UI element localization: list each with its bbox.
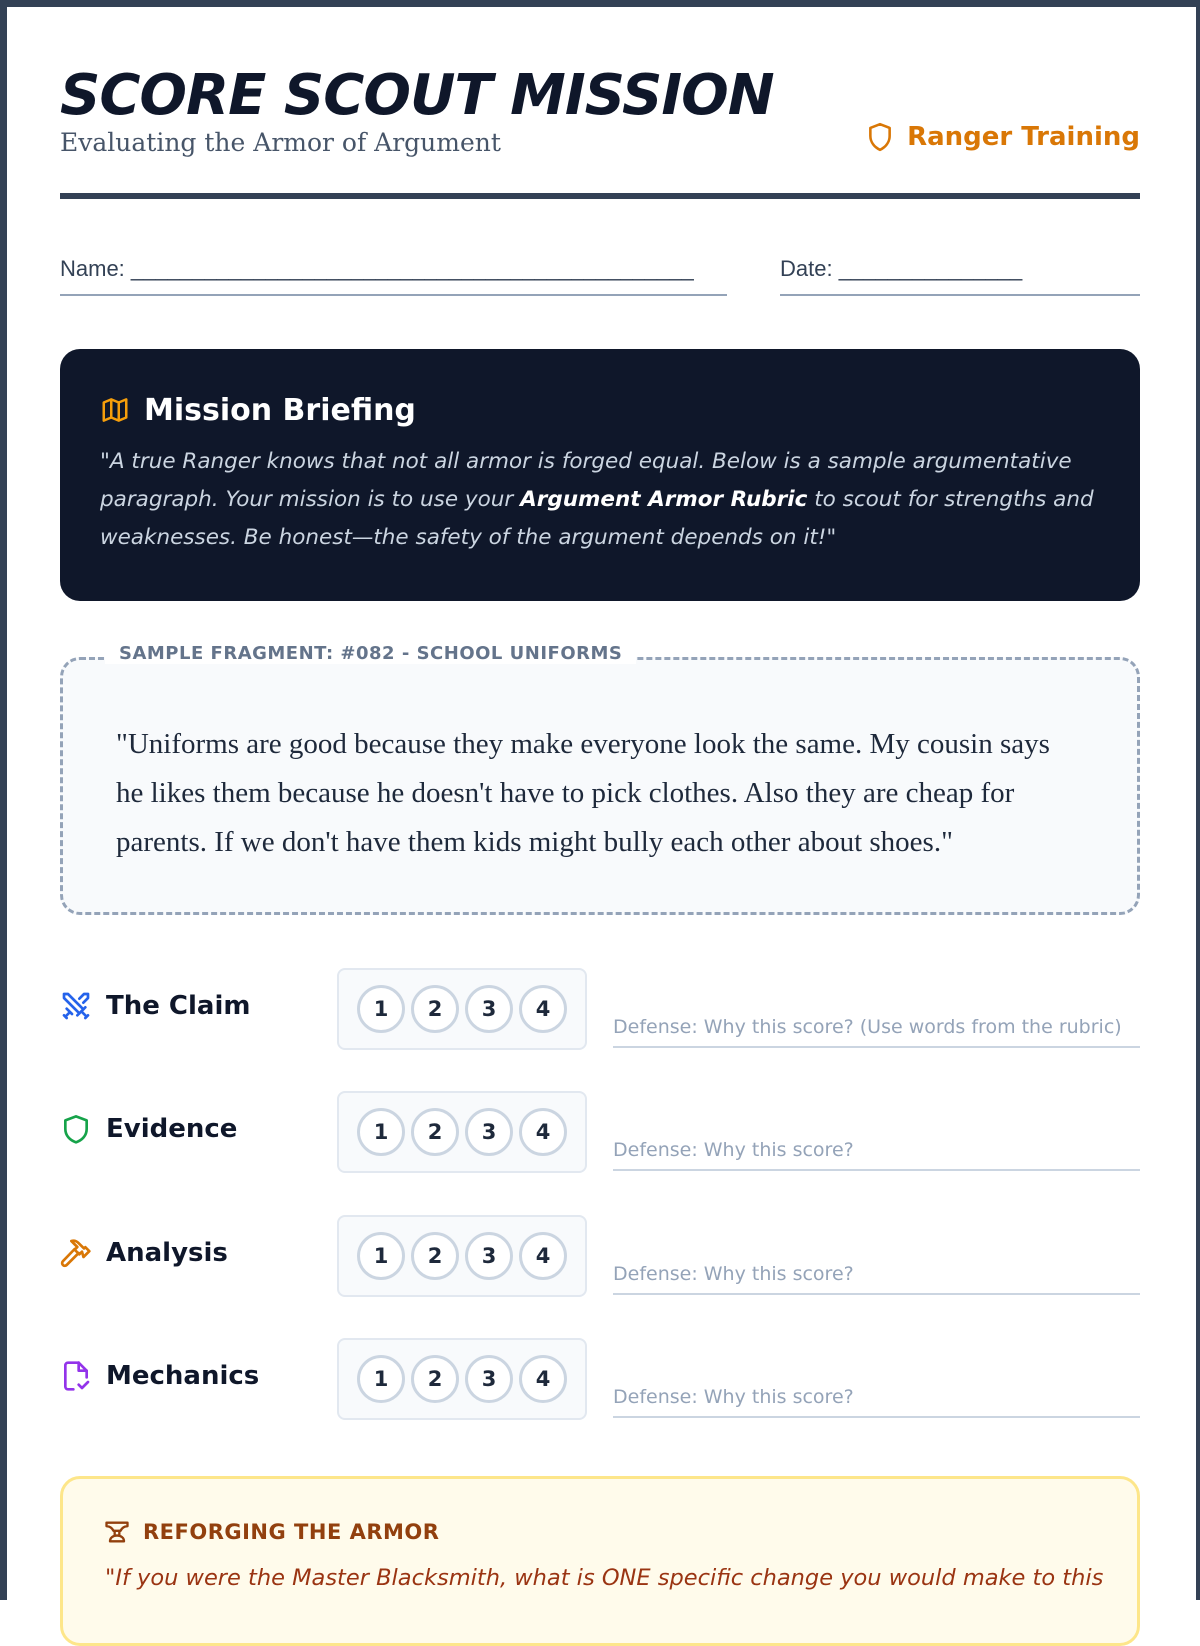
criterion-row-mechanics	[60, 1338, 1140, 1422]
criterion-row-analysis	[60, 1215, 1140, 1299]
score-option-2[interactable]: 2	[411, 985, 459, 1033]
defense-input[interactable]	[613, 1131, 1140, 1171]
score-option-1[interactable]: 1	[357, 1108, 405, 1156]
anvil-icon	[103, 1519, 131, 1545]
ranger-badge	[867, 122, 1140, 152]
score-option-4[interactable]: 4	[519, 985, 567, 1033]
badge-label: Ranger Training	[907, 122, 1140, 152]
score-option-3[interactable]: 3	[465, 1232, 513, 1280]
score-option-4[interactable]: 4	[519, 1355, 567, 1403]
briefing-text-outro: to scout for strengths and weaknesses. Be honest—the safety of the argument depends on it!"	[100, 487, 1094, 550]
defense-input[interactable]	[613, 1255, 1140, 1295]
sample-label: SAMPLE FRAGMENT: #082 - SCHOOL UNIFORMS	[105, 643, 636, 664]
score-selector	[337, 968, 587, 1050]
score-option-4[interactable]: 4	[519, 1232, 567, 1280]
score-option-1[interactable]: 1	[357, 985, 405, 1033]
swords-icon	[60, 990, 92, 1022]
name-label: Name: ______________________________________________	[60, 256, 694, 281]
defense-input[interactable]	[613, 1378, 1140, 1418]
shield-icon	[60, 1113, 92, 1145]
criterion-row-claim	[60, 968, 1140, 1052]
hammer-icon	[60, 1237, 92, 1269]
worksheet-page	[60, 0, 1140, 1600]
page-frame-right	[1196, 0, 1200, 1600]
score-option-1[interactable]: 1	[357, 1355, 405, 1403]
score-option-1[interactable]: 1	[357, 1232, 405, 1280]
reforge-prompt: "If you were the Master Blacksmith, what is ONE specific change you would make to this	[105, 1565, 1104, 1591]
reforge-section	[60, 1476, 1140, 1646]
reforge-title: REFORGING THE ARMOR	[143, 1520, 440, 1544]
page-title: SCORE SCOUT MISSION	[60, 63, 774, 128]
briefing-title: Mission Briefing	[144, 392, 416, 428]
rubric-name: Argument Armor Rubric	[520, 487, 808, 512]
worksheet-header	[60, 58, 1140, 200]
header-divider	[60, 193, 1140, 199]
score-option-2[interactable]: 2	[411, 1232, 459, 1280]
score-option-3[interactable]: 3	[465, 1108, 513, 1156]
page-frame-left	[0, 0, 7, 1600]
score-option-2[interactable]: 2	[411, 1108, 459, 1156]
defense-input[interactable]	[613, 1008, 1140, 1048]
score-selector	[337, 1338, 587, 1420]
score-selector	[337, 1215, 587, 1297]
criterion-label: Evidence	[106, 1114, 238, 1144]
briefing-text-intro: "A true Ranger knows that not all armor is forged equal. Below is a sample argumentative paragraph. Your mission is to use your	[100, 449, 1072, 512]
score-option-3[interactable]: 3	[465, 1355, 513, 1403]
date-field[interactable]	[780, 250, 1140, 296]
name-field[interactable]	[60, 250, 727, 296]
criterion-label: Analysis	[106, 1238, 228, 1268]
date-label: Date: _______________	[780, 256, 1023, 281]
score-option-2[interactable]: 2	[411, 1355, 459, 1403]
criterion-row-evidence	[60, 1091, 1140, 1175]
score-option-3[interactable]: 3	[465, 985, 513, 1033]
file-check-icon	[60, 1360, 92, 1392]
sample-paragraph: "Uniforms are good because they make everyone look the same. My cousin says he likes them because he doesn't have to pick clothes. Also they are cheap for parents. If we don't have them kids might bully each other about shoes."	[116, 728, 1050, 858]
page-subtitle: Evaluating the Armor of Argument	[60, 128, 501, 157]
score-option-4[interactable]: 4	[519, 1108, 567, 1156]
shield-icon	[867, 122, 893, 152]
criterion-label: The Claim	[106, 991, 251, 1021]
mission-briefing	[60, 349, 1140, 601]
score-selector	[337, 1091, 587, 1173]
briefing-text	[100, 443, 1100, 557]
sample-fragment	[60, 643, 1140, 915]
criterion-label: Mechanics	[106, 1361, 260, 1391]
map-icon	[100, 395, 130, 425]
